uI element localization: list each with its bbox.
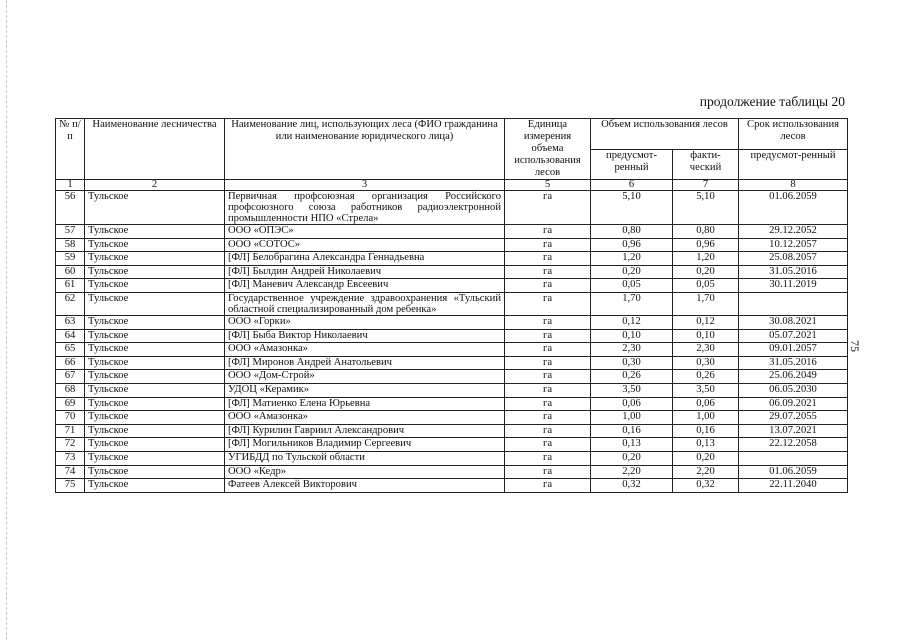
table-row: [56, 329, 848, 343]
header-term: Срок использования лесов: [739, 119, 848, 150]
row-forestry: Тульское: [85, 225, 225, 239]
row-user-name: Фатеев Алексей Викторович: [225, 479, 505, 493]
row-number: 68: [56, 383, 85, 397]
row-number: 59: [56, 252, 85, 266]
row-term: 13.07.2021: [739, 424, 848, 438]
row-term: 05.07.2021: [739, 329, 848, 343]
row-user-name: [ФЛ] Миронов Андрей Анатольевич: [225, 356, 505, 370]
page-edge-line: [6, 0, 7, 640]
row-forestry: Тульское: [85, 370, 225, 384]
table-row: [56, 397, 848, 411]
row-volume-planned: 0,26: [591, 370, 673, 384]
row-forestry: Тульское: [85, 397, 225, 411]
row-unit: га: [505, 356, 591, 370]
row-number: 65: [56, 343, 85, 357]
column-number: 1: [56, 180, 85, 191]
row-volume-actual: 0,30: [673, 356, 739, 370]
row-user-name: УДОЦ «Керамик»: [225, 383, 505, 397]
row-number: 62: [56, 292, 85, 315]
row-user-name: ООО «ОПЭС»: [225, 225, 505, 239]
row-forestry: Тульское: [85, 451, 225, 465]
row-volume-planned: 0,20: [591, 265, 673, 279]
row-user-name: ООО «СОТОС»: [225, 238, 505, 252]
row-term: 06.05.2030: [739, 383, 848, 397]
row-user-name: ООО «Амазонка»: [225, 411, 505, 425]
row-forestry: Тульское: [85, 238, 225, 252]
row-unit: га: [505, 279, 591, 293]
header-volume: Объем использования лесов: [591, 119, 739, 150]
row-volume-planned: 1,70: [591, 292, 673, 315]
table-row: [56, 383, 848, 397]
row-forestry: Тульское: [85, 383, 225, 397]
row-volume-actual: 3,50: [673, 383, 739, 397]
row-forestry: Тульское: [85, 191, 225, 225]
row-term: 31.05.2016: [739, 265, 848, 279]
row-forestry: Тульское: [85, 343, 225, 357]
table-row: [56, 451, 848, 465]
table-caption: продолжение таблицы 20: [699, 94, 845, 109]
row-unit: га: [505, 238, 591, 252]
row-volume-actual: 0,96: [673, 238, 739, 252]
row-term: 30.08.2021: [739, 315, 848, 329]
row-volume-actual: 0,06: [673, 397, 739, 411]
row-term: 10.12.2057: [739, 238, 848, 252]
row-unit: га: [505, 343, 591, 357]
row-number: 67: [56, 370, 85, 384]
row-term: 22.11.2040: [739, 479, 848, 493]
row-user-name: УГИБДД по Тульской области: [225, 451, 505, 465]
row-term: 29.07.2055: [739, 411, 848, 425]
row-unit: га: [505, 292, 591, 315]
row-number: 72: [56, 438, 85, 452]
row-volume-actual: 5,10: [673, 191, 739, 225]
row-term: 25.08.2057: [739, 252, 848, 266]
row-volume-planned: 0,12: [591, 315, 673, 329]
row-user-name: ООО «Амазонка»: [225, 343, 505, 357]
row-user-name: [ФЛ] Матиенко Елена Юрьевна: [225, 397, 505, 411]
table-row: [56, 315, 848, 329]
column-number: 5: [505, 180, 591, 191]
row-number: 64: [56, 329, 85, 343]
row-forestry: Тульское: [85, 356, 225, 370]
table-row: [56, 356, 848, 370]
row-number: 71: [56, 424, 85, 438]
row-volume-planned: 2,20: [591, 465, 673, 479]
row-unit: га: [505, 383, 591, 397]
row-forestry: Тульское: [85, 411, 225, 425]
row-volume-planned: 0,80: [591, 225, 673, 239]
row-unit: га: [505, 370, 591, 384]
row-unit: га: [505, 411, 591, 425]
row-term: 25.06.2049: [739, 370, 848, 384]
row-volume-planned: 0,06: [591, 397, 673, 411]
row-volume-planned: 1,00: [591, 411, 673, 425]
row-volume-planned: 0,32: [591, 479, 673, 493]
row-forestry: Тульское: [85, 292, 225, 315]
table-row: [56, 438, 848, 452]
header-forestry: Наименование лесничества: [85, 119, 225, 180]
header-term-planned: предусмот-ренный: [739, 149, 848, 180]
row-term: 09.01.2057: [739, 343, 848, 357]
row-forestry: Тульское: [85, 438, 225, 452]
row-volume-actual: 0,20: [673, 451, 739, 465]
row-volume-planned: 2,30: [591, 343, 673, 357]
row-volume-planned: 1,20: [591, 252, 673, 266]
row-unit: га: [505, 438, 591, 452]
row-term: 31.05.2016: [739, 356, 848, 370]
row-forestry: Тульское: [85, 265, 225, 279]
row-user-name: [ФЛ] Белобрагина Александра Геннадьевна: [225, 252, 505, 266]
table-row: [56, 424, 848, 438]
column-number: 6: [591, 180, 673, 191]
row-term: 22.12.2058: [739, 438, 848, 452]
header-unit: Единица измерения объема использования лесов: [505, 119, 591, 180]
row-term: 30.11.2019: [739, 279, 848, 293]
row-user-name: [ФЛ] Курилин Гавриил Александрович: [225, 424, 505, 438]
row-unit: га: [505, 265, 591, 279]
row-volume-planned: 0,30: [591, 356, 673, 370]
row-number: 66: [56, 356, 85, 370]
column-number: 2: [85, 180, 225, 191]
row-user-name: [ФЛ] Маневич Александр Евсеевич: [225, 279, 505, 293]
row-number: 57: [56, 225, 85, 239]
row-term: 01.06.2059: [739, 465, 848, 479]
row-number: 61: [56, 279, 85, 293]
row-unit: га: [505, 329, 591, 343]
column-number: 7: [673, 180, 739, 191]
row-volume-actual: 0,13: [673, 438, 739, 452]
forest-use-table: [55, 118, 848, 493]
row-user-name: Первичная профсоюзная организация Российского профсоюзного союза работников радиоэлектронной промышленности НПО «Стрела»: [225, 191, 505, 225]
row-number: 74: [56, 465, 85, 479]
row-forestry: Тульское: [85, 279, 225, 293]
row-volume-actual: 0,26: [673, 370, 739, 384]
row-user-name: [ФЛ] Быба Виктор Николаевич: [225, 329, 505, 343]
header-user: Наименование лиц, использующих леса (ФИО гражданина или наименование юридического лица): [225, 119, 505, 180]
table-row: [56, 265, 848, 279]
row-volume-actual: 0,16: [673, 424, 739, 438]
header-no: № п/п: [56, 119, 85, 180]
row-number: 69: [56, 397, 85, 411]
row-user-name: ООО «Горки»: [225, 315, 505, 329]
row-forestry: Тульское: [85, 479, 225, 493]
row-forestry: Тульское: [85, 424, 225, 438]
row-number: 63: [56, 315, 85, 329]
header-volume-planned: предусмот-ренный: [591, 149, 673, 180]
table-row: [56, 479, 848, 493]
row-volume-actual: 2,20: [673, 465, 739, 479]
row-forestry: Тульское: [85, 329, 225, 343]
row-unit: га: [505, 397, 591, 411]
row-number: 58: [56, 238, 85, 252]
row-volume-actual: 1,70: [673, 292, 739, 315]
row-volume-planned: 0,10: [591, 329, 673, 343]
row-volume-actual: 0,80: [673, 225, 739, 239]
row-number: 75: [56, 479, 85, 493]
row-volume-planned: 3,50: [591, 383, 673, 397]
row-forestry: Тульское: [85, 465, 225, 479]
row-volume-actual: 1,20: [673, 252, 739, 266]
row-volume-planned: 5,10: [591, 191, 673, 225]
row-forestry: Тульское: [85, 315, 225, 329]
table-row: [56, 252, 848, 266]
row-number: 73: [56, 451, 85, 465]
table-row: [56, 465, 848, 479]
row-term: 06.09.2021: [739, 397, 848, 411]
row-term: 29.12.2052: [739, 225, 848, 239]
row-unit: га: [505, 479, 591, 493]
table-row: [56, 238, 848, 252]
row-number: 70: [56, 411, 85, 425]
row-volume-actual: 0,32: [673, 479, 739, 493]
row-user-name: Государственное учреждение здравоохранения «Тульский областной специализированный дом ребенка»: [225, 292, 505, 315]
table-row: [56, 225, 848, 239]
column-number: 8: [739, 180, 848, 191]
row-volume-planned: 0,20: [591, 451, 673, 465]
row-user-name: ООО «Дом-Строй»: [225, 370, 505, 384]
table-row: [56, 370, 848, 384]
row-forestry: Тульское: [85, 252, 225, 266]
row-user-name: ООО «Кедр»: [225, 465, 505, 479]
row-volume-actual: 2,30: [673, 343, 739, 357]
row-unit: га: [505, 191, 591, 225]
row-unit: га: [505, 315, 591, 329]
row-user-name: [ФЛ] Былдин Андрей Николаевич: [225, 265, 505, 279]
row-unit: га: [505, 424, 591, 438]
row-volume-planned: 0,05: [591, 279, 673, 293]
row-volume-actual: 0,12: [673, 315, 739, 329]
row-term: [739, 451, 848, 465]
row-number: 56: [56, 191, 85, 225]
row-unit: га: [505, 451, 591, 465]
column-number: 3: [225, 180, 505, 191]
row-volume-actual: 1,00: [673, 411, 739, 425]
table-row: [56, 411, 848, 425]
row-unit: га: [505, 225, 591, 239]
row-unit: га: [505, 465, 591, 479]
row-volume-planned: 0,96: [591, 238, 673, 252]
page-number: 75: [848, 340, 862, 352]
row-number: 60: [56, 265, 85, 279]
row-volume-actual: 0,10: [673, 329, 739, 343]
table-row: [56, 292, 848, 315]
row-volume-actual: 0,20: [673, 265, 739, 279]
row-volume-planned: 0,13: [591, 438, 673, 452]
row-term: 01.06.2059: [739, 191, 848, 225]
row-volume-planned: 0,16: [591, 424, 673, 438]
table-row: [56, 191, 848, 225]
table-row: [56, 279, 848, 293]
row-volume-actual: 0,05: [673, 279, 739, 293]
row-term: [739, 292, 848, 315]
table-row: [56, 343, 848, 357]
header-volume-actual: факти-ческий: [673, 149, 739, 180]
row-user-name: [ФЛ] Могильников Владимир Сергеевич: [225, 438, 505, 452]
row-unit: га: [505, 252, 591, 266]
